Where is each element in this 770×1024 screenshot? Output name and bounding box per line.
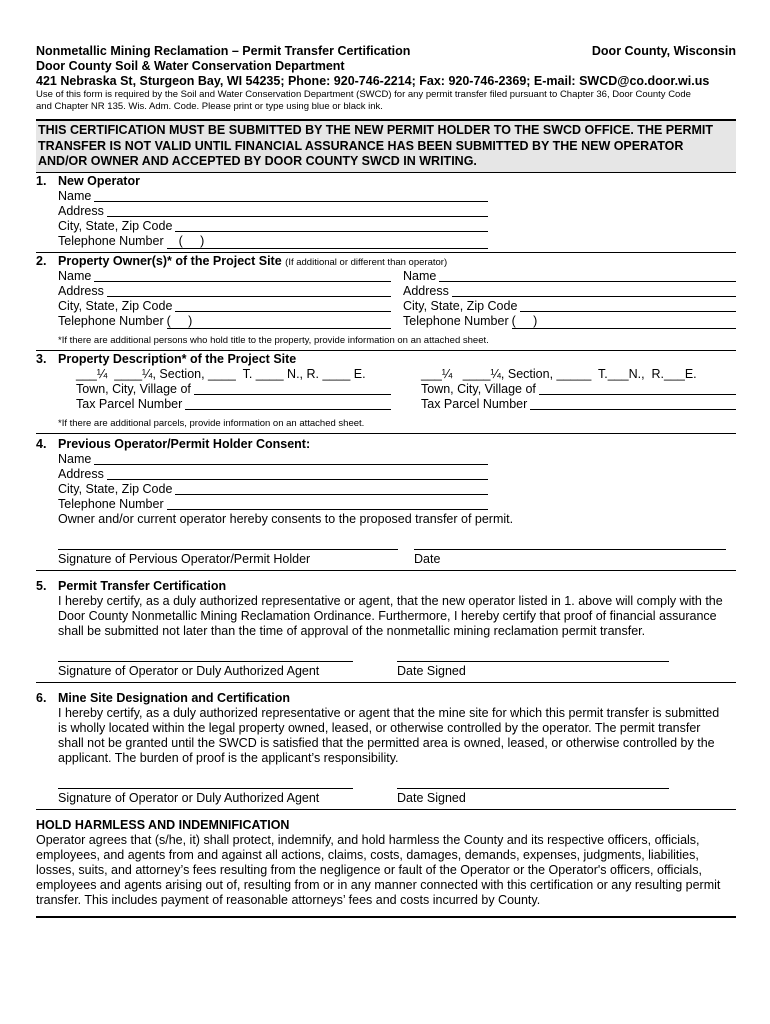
consent-statement: Owner and/or current operator hereby consents to the proposed transfer of permit. [58, 511, 514, 526]
field-label: Name [403, 268, 437, 283]
certification-signature-row [36, 661, 736, 679]
paragraph-line: is wholly located within the legal property owned, leased, or otherwise controlled by the operator. The permit transfer [58, 720, 701, 735]
section-number: 1. [36, 173, 47, 188]
previous-operator-date-line[interactable] [414, 549, 726, 567]
date-label: Date [414, 551, 441, 566]
town2-field[interactable] [421, 382, 736, 397]
field-label: Telephone Number [403, 313, 509, 328]
owner2-address-field[interactable] [403, 284, 736, 299]
prev-name-field[interactable] [58, 452, 488, 467]
tax-parcel-input-line[interactable] [185, 397, 391, 410]
form-header [36, 44, 736, 59]
city-field[interactable] [58, 219, 488, 234]
contact-info: 421 Nebraska St, Sturgeon Bay, WI 54235; Phone: 920-746-2214; Fax: 920-746-2369; E-mail: SWCD@co.door.wi.us [36, 74, 710, 88]
section-mine-site-designation [36, 683, 736, 810]
tax-parcel2-input-line[interactable] [530, 397, 736, 410]
hold-harmless-title: HOLD HARMLESS AND INDEMNIFICATION [36, 817, 290, 832]
name-field[interactable] [58, 189, 488, 204]
section-number: 5. [36, 578, 47, 593]
section-number: 3. [36, 351, 47, 366]
field-label: Address [58, 203, 104, 218]
date-label: Date Signed [397, 663, 466, 678]
section-title [36, 352, 736, 367]
section-previous-operator [36, 434, 736, 571]
prev-city-input-line[interactable] [175, 482, 488, 495]
section-property-description [36, 351, 736, 434]
submission-banner [36, 119, 736, 173]
field-label: City, State, Zip Code [403, 298, 518, 313]
section-subtitle: (If additional or different than operator) [285, 256, 448, 268]
owner-city-input-line[interactable] [175, 299, 391, 312]
owner-city-field[interactable] [58, 299, 391, 314]
section-new-operator [36, 173, 736, 253]
department-name: Door County Soil & Water Conservation Department [36, 59, 345, 73]
public-land-survey-field[interactable]: ___¼ ____¼, Section, _____ T.___N., R.___E. [421, 366, 697, 381]
date-signed-line[interactable] [397, 788, 669, 806]
section-title-text: Permit Transfer Certification [58, 578, 227, 593]
paragraph-line: I hereby certify, as a duly authorized representative or agent, that the new operator listed in 1. above will comply with the [58, 593, 723, 608]
banner-line: AND/OR OWNER AND ACCEPTED BY DOOR COUNTY SWCD IN WRITING. [38, 154, 477, 168]
section-permit-transfer-certification [36, 571, 736, 683]
owner-name-input-line[interactable] [94, 269, 391, 282]
section-title [36, 691, 736, 706]
date-label: Date Signed [397, 790, 466, 805]
parcel-footnote: *If there are additional parcels, provide information on an attached sheet. [58, 417, 365, 429]
paragraph-line: Operator agrees that (s/he, it) shall protect, indemnify, and hold harmless the County and its respective officers, officials, [36, 832, 700, 847]
previous-operator-signature-line[interactable] [58, 549, 398, 567]
section-title [36, 254, 736, 269]
section-number: 4. [36, 436, 47, 451]
paragraph-line: employees and agents arising out of, resulting from or in any manner connected with this certification or any resulting permit [36, 877, 721, 892]
owner2-name-input-line[interactable] [439, 269, 736, 282]
previous-operator-fields [36, 452, 488, 512]
owner-footnote: *If there are additional persons who hold title to the property, provide information on an attached sheet. [58, 334, 489, 346]
field-label: City, State, Zip Code [58, 481, 173, 496]
previous-operator-signature-row [36, 549, 736, 567]
prev-name-input-line[interactable] [94, 452, 488, 465]
section-title-text: Mine Site Designation and Certification [58, 690, 290, 705]
town-input-line[interactable] [194, 382, 391, 395]
paragraph-line: losses, suits, and attorney’s fees resulting from the negligence or fault of the Operator or the Operator's officers, officials, [36, 862, 702, 877]
city-input-line[interactable] [175, 219, 488, 232]
field-label: Telephone Number [58, 313, 164, 328]
field-label: Address [58, 283, 104, 298]
telephone-input-line[interactable] [167, 234, 488, 249]
section-title-text: New Operator [58, 173, 140, 188]
paragraph-line: applicant. The burden of proof is the applicant’s responsibility. [58, 750, 399, 765]
paragraph-line: shall be submitted not later than the time of approval of the nonmetallic mining reclamation permit transfer. [58, 623, 646, 638]
owner-name-field[interactable] [58, 269, 391, 284]
owner2-city-input-line[interactable] [520, 299, 736, 312]
usage-note-line: and Chapter NR 135. Wis. Adm. Code. Please print or type using blue or black ink. [36, 101, 383, 112]
field-label: City, State, Zip Code [58, 298, 173, 313]
paragraph-line: shall not be granted until the SWCD is satisfied that the permitted area is owned, leased, or otherwise controlled by the [58, 735, 715, 750]
prev-telephone-input-line[interactable] [167, 497, 488, 510]
field-label: Address [58, 466, 104, 481]
owner-telephone-input-line[interactable] [167, 314, 391, 329]
owner-telephone-field[interactable] [58, 314, 391, 329]
section-number: 6. [36, 690, 47, 705]
address-field[interactable] [58, 204, 488, 219]
section-property-owner [36, 253, 736, 351]
paragraph-line: transfer. This includes payment of reasonable attorneys’ fees and costs incurred by County. [36, 892, 541, 907]
paragraph-line: I hereby certify, as a duly authorized representative or agent that the mine site for which this permit transfer is submitted [58, 705, 720, 720]
parcel-column-right [421, 367, 736, 412]
town-field[interactable] [76, 382, 391, 397]
operator-signature-line[interactable] [58, 788, 353, 806]
name-input-line[interactable] [94, 189, 488, 202]
banner-line: THIS CERTIFICATION MUST BE SUBMITTED BY THE NEW PERMIT HOLDER TO THE SWCD OFFICE. THE PERMIT [38, 123, 713, 137]
paragraph-line: Door County Nonmetallic Mining Reclamation Ordinance. Furthermore, I hereby certify that proof of financial assurance [58, 608, 717, 623]
field-label: Name [58, 451, 92, 466]
section-number: 2. [36, 253, 47, 268]
owner2-name-field[interactable] [403, 269, 736, 284]
new-operator-fields [36, 189, 488, 249]
signature-label: Signature of Operator or Duly Authorized Agent [58, 663, 320, 678]
owner-columns [36, 269, 736, 329]
field-label: Town, City, Village of [421, 381, 536, 396]
owner-column-left [58, 269, 403, 329]
prev-telephone-field[interactable] [58, 497, 488, 512]
field-label: Address [403, 283, 449, 298]
owner2-telephone-field[interactable] [403, 314, 736, 329]
usage-note-line: Use of this form is required by the Soil and Water Conservation Department (SWCD) for any permit transfer filed pursuant to Chapter 36, Door County Code [36, 89, 691, 100]
area-code-paren: ( ) [511, 313, 538, 328]
paragraph-line: employees, and agents from and against all actions, claims, costs, damages, demands, expenses, judgments, liabilities, [36, 847, 699, 862]
public-land-survey-field[interactable]: ___¼ ____¼, Section, ____ T. ____ N., R. ____ E. [76, 366, 366, 381]
parcel-column-left [76, 367, 421, 412]
section-hold-harmless [36, 810, 736, 918]
signature-label: Signature of Pervious Operator/Permit Holder [58, 551, 311, 566]
owner2-telephone-input-line[interactable] [512, 314, 736, 329]
field-label: Name [58, 268, 92, 283]
certification-text [36, 594, 736, 639]
hold-harmless-text [36, 833, 736, 908]
field-label: Name [58, 188, 92, 203]
field-label: Town, City, Village of [76, 381, 191, 396]
section-title-text: Previous Operator/Permit Holder Consent: [58, 436, 311, 451]
telephone-field[interactable] [58, 234, 488, 249]
section-title [36, 579, 736, 594]
prev-city-field[interactable] [58, 482, 488, 497]
address-input-line[interactable] [107, 204, 488, 217]
date-signed-line[interactable] [397, 661, 669, 679]
owner-address-input-line[interactable] [107, 284, 391, 297]
owner-column-right [403, 269, 736, 329]
owner2-city-field[interactable] [403, 299, 736, 314]
usage-note [36, 89, 736, 113]
signature-label: Signature of Operator or Duly Authorized Agent [58, 790, 320, 805]
town2-input-line[interactable] [539, 382, 736, 395]
form-title: Nonmetallic Mining Reclamation – Permit Transfer Certification [36, 44, 411, 58]
county-name: Door County, Wisconsin [591, 44, 736, 58]
operator-signature-line[interactable] [58, 661, 353, 679]
permit-transfer-form [36, 44, 736, 918]
field-label: Tax Parcel Number [421, 396, 528, 411]
field-label: Telephone Number [58, 233, 164, 248]
prev-address-input-line[interactable] [107, 467, 488, 480]
tax-parcel2-field[interactable] [421, 397, 736, 412]
parcel-columns [36, 367, 736, 412]
designation-signature-row [36, 788, 736, 806]
field-label: City, State, Zip Code [58, 218, 173, 233]
designation-text [36, 706, 736, 766]
tax-parcel-field[interactable] [76, 397, 391, 412]
area-code-paren: ( ) [178, 233, 205, 248]
field-label: Telephone Number [58, 496, 164, 511]
section-title [36, 437, 736, 452]
section-title-text: Property Description* of the Project Site [58, 351, 297, 366]
area-code-paren: ( ) [166, 313, 193, 328]
banner-line: TRANSFER IS NOT VALID UNTIL FINANCIAL ASSURANCE HAS BEEN SUBMITTED BY THE NEW OPERATOR [38, 138, 684, 153]
section-title-text: Property Owner(s)* of the Project Site [58, 253, 282, 268]
field-label: Tax Parcel Number [76, 396, 183, 411]
prev-address-field[interactable] [58, 467, 488, 482]
owner-address-field[interactable] [58, 284, 391, 299]
section-title [36, 174, 736, 189]
owner2-address-input-line[interactable] [452, 284, 736, 297]
